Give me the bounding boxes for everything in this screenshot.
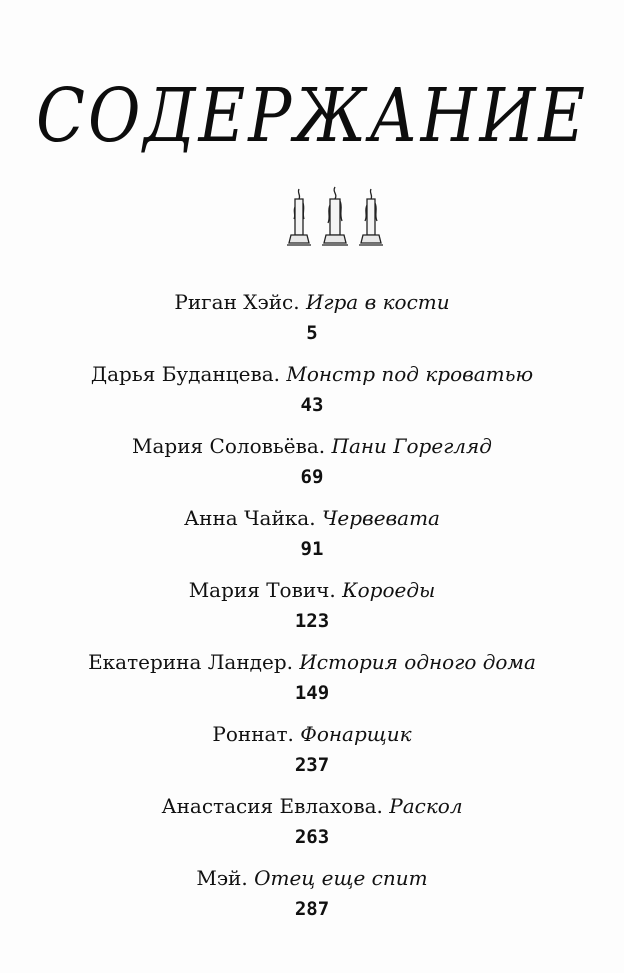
toc-entry-line bbox=[0, 360, 624, 388]
toc-entry bbox=[0, 792, 624, 864]
toc-entry bbox=[0, 720, 624, 792]
page-number: 287 bbox=[294, 898, 330, 920]
toc-entry bbox=[0, 432, 624, 504]
work-title: Короеды bbox=[342, 578, 436, 602]
page-number: 237 bbox=[294, 754, 330, 776]
toc-entry bbox=[0, 576, 624, 648]
work-title: Пани Горегляд bbox=[331, 434, 492, 458]
author-name: Мария Тович. bbox=[188, 578, 336, 602]
author-name: Роннат. bbox=[212, 722, 294, 746]
author-name: Дарья Буданцева. bbox=[90, 362, 280, 386]
author-name: Мэй. bbox=[196, 866, 248, 890]
author-name: Анастасия Евлахова. bbox=[161, 794, 383, 818]
toc-entry bbox=[0, 648, 624, 720]
work-title: Фонарщик bbox=[300, 722, 412, 746]
page-number: 149 bbox=[294, 682, 330, 704]
page-number: 263 bbox=[294, 826, 330, 848]
page-number: 5 bbox=[306, 322, 318, 344]
page-number: 43 bbox=[300, 394, 324, 416]
toc-entry-line bbox=[0, 720, 624, 748]
table-of-contents bbox=[0, 288, 624, 936]
toc-entry-line bbox=[0, 864, 624, 892]
page-number: 91 bbox=[300, 538, 324, 560]
toc-entry-line bbox=[0, 432, 624, 460]
candles-icon bbox=[285, 185, 385, 249]
page-number: 69 bbox=[300, 466, 324, 488]
page-title: СОДЕРЖАНИЕ bbox=[36, 74, 588, 160]
toc-entry-line bbox=[0, 792, 624, 820]
toc-entry bbox=[0, 288, 624, 360]
work-title: Червевата bbox=[321, 506, 440, 530]
toc-entry bbox=[0, 504, 624, 576]
author-name: Риган Хэйс. bbox=[174, 290, 300, 314]
toc-entry bbox=[0, 864, 624, 936]
author-name: Анна Чайка. bbox=[184, 506, 316, 530]
author-name: Екатерина Ландер. bbox=[88, 650, 293, 674]
work-title: Игра в кости bbox=[305, 290, 450, 314]
toc-entry-line bbox=[0, 576, 624, 604]
toc-entry-line bbox=[0, 288, 624, 316]
work-title: Отец еще спит bbox=[254, 866, 428, 890]
page-number: 123 bbox=[294, 610, 330, 632]
work-title: Раскол bbox=[389, 794, 463, 818]
toc-entry-line bbox=[0, 648, 624, 676]
toc-entry bbox=[0, 360, 624, 432]
author-name: Мария Соловьёва. bbox=[132, 434, 326, 458]
work-title: Монстр под кроватью bbox=[286, 362, 534, 386]
work-title: История одного дома bbox=[299, 650, 536, 674]
toc-entry-line bbox=[0, 504, 624, 532]
